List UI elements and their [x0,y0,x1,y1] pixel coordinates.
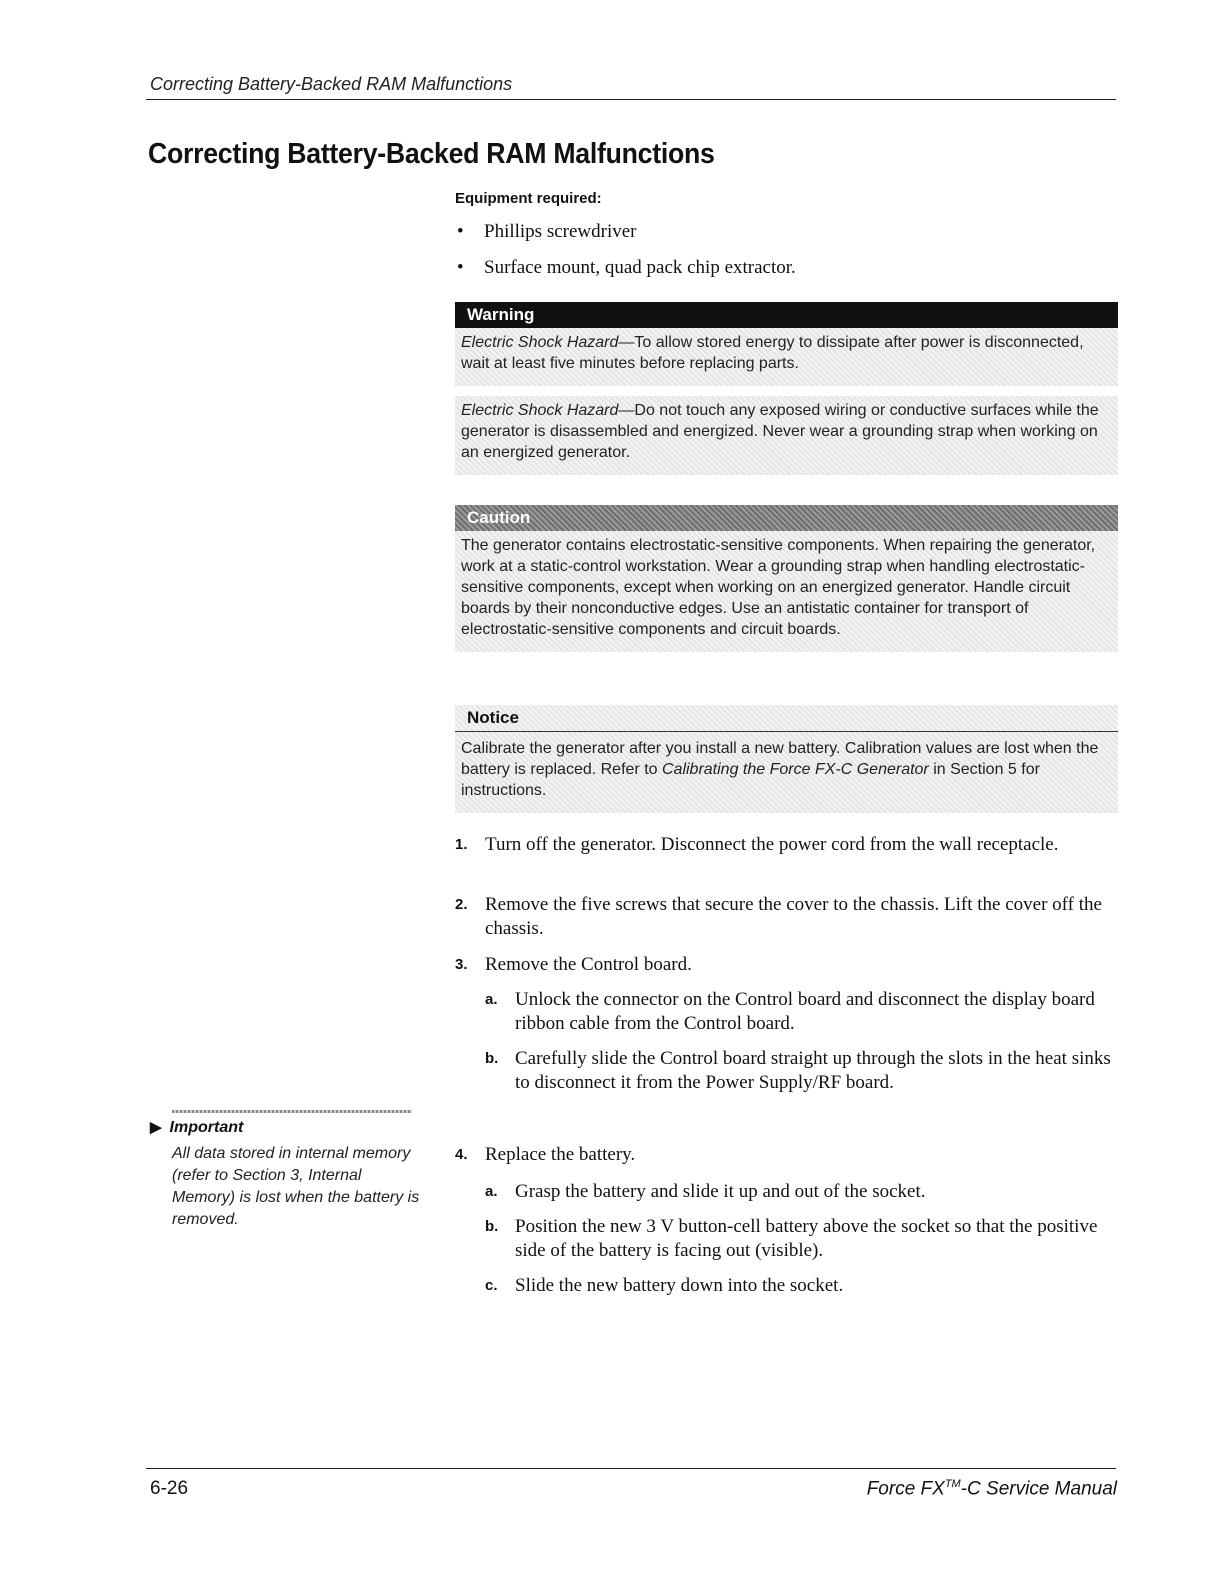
step-number: 2. [455,896,468,913]
procedure-steps [455,1047,1120,1095]
substep-3a [455,988,1120,1036]
step-1 [455,833,1120,857]
notice-reference: Calibrating the Force FX-C Generator [661,761,929,778]
procedure-steps [455,1274,1120,1298]
procedure-steps [455,833,1120,857]
warning-text: —Do not touch any exposed wiring or conductive surfaces while the generator is disassembled and energized. Never wear a grounding strap when working on an energized generator. [461,402,1099,461]
notice-text [455,732,1118,813]
substep-letter: a. [485,1183,498,1200]
sidebar-rule [172,1110,412,1113]
step-number: 3. [455,956,468,973]
substep-4c [455,1274,1120,1298]
substep-text: Slide the new battery down into the socket. [515,1275,844,1296]
procedure-steps [455,1215,1120,1263]
important-text: All data stored in internal memory (refer to Section 3, Internal Memory) is lost when the battery is removed. [172,1145,420,1228]
page-number: 6-26 [150,1478,189,1499]
step-text: Replace the battery. [485,1144,636,1165]
manual-name-suffix: -C Service Manual [960,1478,1117,1500]
hazard-lead: Electric Shock Hazard [461,402,619,419]
caution-box [455,505,1118,652]
substep-3b [455,1047,1120,1095]
manual-name: Force FX [866,1478,945,1500]
warning-paragraph [455,328,1118,386]
step-text: Remove the Control board. [485,954,692,975]
footer-rule [146,1468,1116,1469]
running-header: Correcting Battery-Backed RAM Malfunctions [150,74,513,94]
important-heading [150,1118,243,1137]
step-4 [455,1143,1120,1167]
substep-text: Unlock the connector on the Control board and disconnect the display board ribbon cable from the Control board. [515,989,1095,1034]
warning-paragraph [455,396,1118,475]
manual-title [867,1478,1117,1500]
equipment-item: • Phillips screwdriver [455,220,796,244]
procedure-steps [455,1180,1120,1204]
substep-letter: b. [485,1218,499,1235]
step-3 [455,953,1120,977]
step-text: Turn off the generator. Disconnect the power cord from the wall receptacle. [485,834,1059,855]
equipment-list [455,220,796,292]
substep-4a [455,1180,1120,1204]
caution-text: The generator contains electrostatic-sensitive components. When repairing the generator, work at a static-control workstation. Wear a grounding strap when handling electrostatic-sensitive components, except when working on an energized generator. Handle circuit boards by their nonconductive edges. Use an antistatic container for transport of electrostatic-sensitive components and circuit boards. [455,531,1118,652]
procedure-steps [455,893,1120,941]
warning-heading: Warning [455,302,1118,328]
caution-heading: Caution [455,505,1118,531]
divider [455,386,1118,396]
header-rule [146,99,1116,100]
hazard-lead: Electric Shock Hazard [461,334,619,351]
step-2 [455,893,1120,941]
notice-box [455,705,1118,813]
equipment-item: • Surface mount, quad pack chip extractor. [455,256,796,280]
notice-text-end: in Section 5 for instructions. [461,761,1040,799]
substep-letter: b. [485,1050,499,1067]
substep-4b [455,1215,1120,1263]
trademark: TM [944,1478,961,1490]
notice-text-start: Calibrate the generator after you install a new battery. Calibration values are lost when the battery is replaced. Refer to [461,740,1099,778]
substep-letter: c. [485,1277,498,1294]
arrow-icon: ▶ [150,1119,162,1136]
substep-text: Carefully slide the Control board straight up through the slots in the heat sinks to disconnect it from the Power Supply/RF board. [515,1048,1111,1093]
step-number: 1. [455,836,468,853]
page-title: Correcting Battery-Backed RAM Malfunctions [148,138,715,170]
procedure-steps [455,953,1120,977]
step-number: 4. [455,1146,468,1163]
important-label: Important [169,1119,244,1136]
substep-text: Position the new 3 V button-cell battery above the socket so that the positive side of the battery is facing out (visible). [515,1216,1098,1261]
warning-text: —To allow stored energy to dissipate after power is disconnected, wait at least five minutes before replacing parts. [461,334,1084,372]
equipment-label: Equipment required: [455,190,602,207]
substep-text: Grasp the battery and slide it up and out of the socket. [515,1181,926,1202]
substep-letter: a. [485,991,498,1008]
procedure-steps [455,988,1120,1036]
procedure-steps [455,1143,1120,1167]
warning-box [455,302,1118,475]
notice-heading: Notice [455,705,1118,732]
step-text: Remove the five screws that secure the cover to the chassis. Lift the cover off the chassis. [485,894,1102,939]
